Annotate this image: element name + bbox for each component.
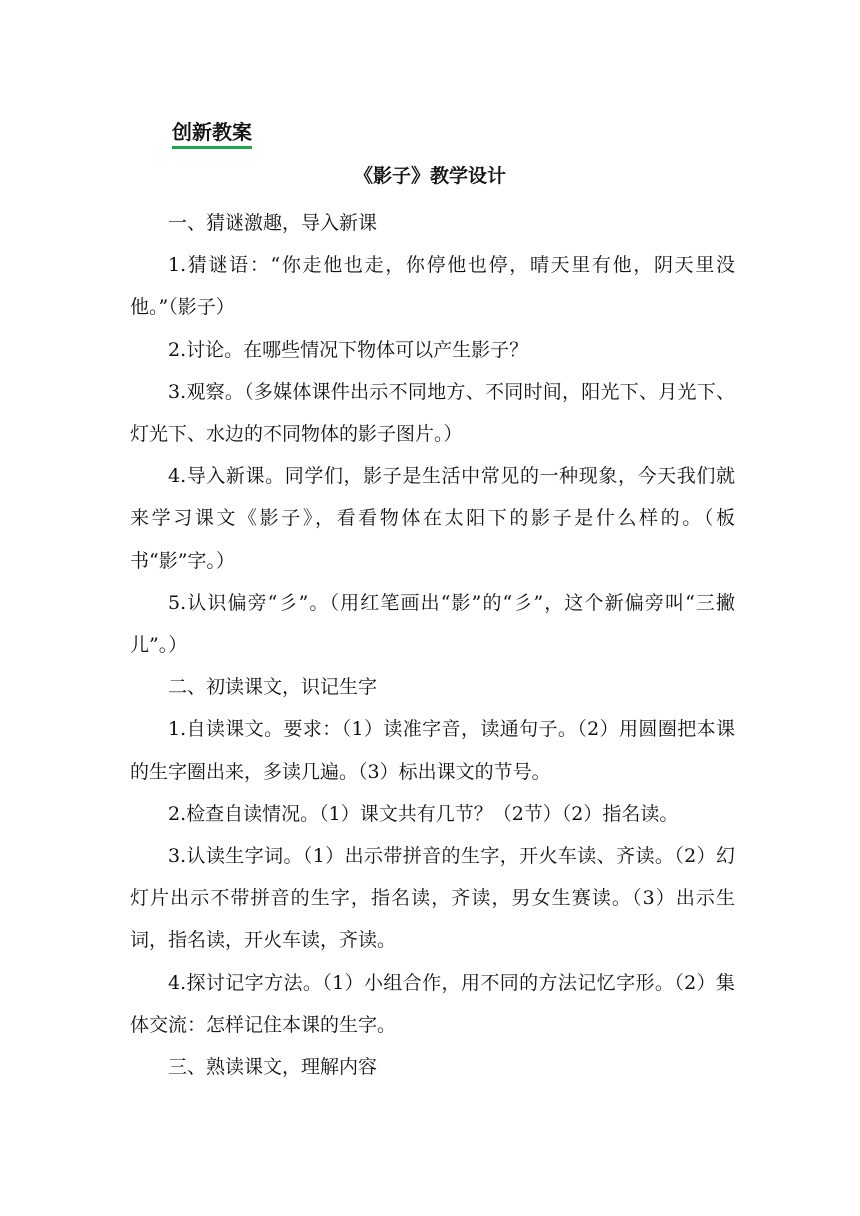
paragraph: 3.观察。（多媒体课件出示不同地方、不同时间，阳光下、月光下、灯光下、水边的不同物体的影子图片。） — [130, 380, 735, 446]
paragraph: 2.检查自读情况。（1）课文共有几节？（2节）（2）指名读。 — [168, 802, 679, 825]
section-heading-1: 一、猜谜激趣，导入新课 — [168, 212, 378, 234]
paragraph: 2.讨论。在哪些情况下物体可以产生影子？ — [168, 338, 529, 361]
document-body — [130, 202, 735, 1088]
paragraph: 1.猜谜语：“你走他也走，你停他也停，晴天里有他，阴天里没他。”（影子） — [130, 254, 735, 319]
section-heading-2: 二、初读课文，识记生字 — [168, 676, 378, 699]
paragraph: 4.导入新课。同学们，影子是生活中常见的一种现象，今天我们就来学习课文《影子》，看看物体在太阳下的影子是什么样的。（板书“影”字。） — [130, 465, 735, 572]
header-label: 创新教案 — [172, 118, 252, 149]
paragraph: 3.认读生字词。（1）出示带拼音的生字，开火车读、齐读。（2）幻灯片出示不带拼音的生字，指名读，齐读，男女生赛读。（3）出示生词，指名读，开火车读，齐读。 — [130, 845, 735, 952]
paragraph: 5.认识偏旁“彡”。（用红笔画出“影”的“彡”，这个新偏旁叫“三撇儿”。） — [130, 591, 735, 657]
paragraph: 1.自读课文。要求：（1）读准字音，读通句子。（2）用圆圈把本课的生字圈出来，多读几遍。（3）标出课文的节号。 — [130, 718, 735, 783]
section-heading-3: 三、熟读课文，理解内容 — [168, 1056, 378, 1079]
paragraph: 4.探讨记字方法。（1）小组合作，用不同的方法记忆字形。（2）集体交流：怎样记住本课的生字。 — [130, 971, 735, 1036]
document-title: 《影子》教学设计 — [353, 165, 506, 187]
